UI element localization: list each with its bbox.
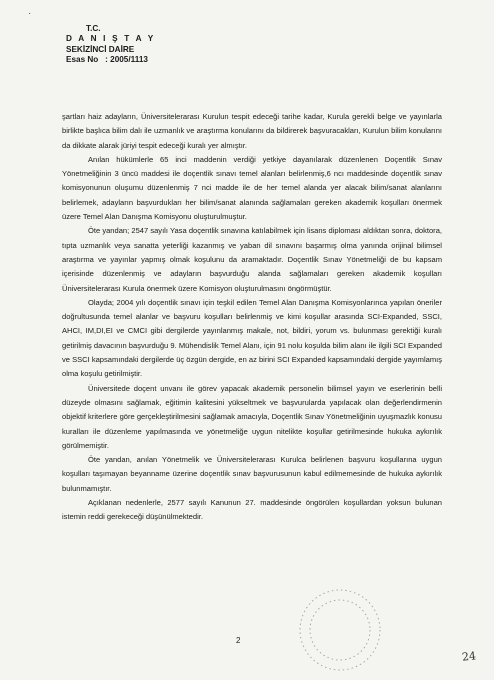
header-tc: T.C.: [86, 24, 101, 33]
header-department: SEKİZİNCİ DAİRE: [66, 44, 135, 54]
paragraph-6: Öte yandan, anılan Yönetmelik ve Üniversitelerarası Kurulca belirlenen başvuru koşullarına uygun koşulları taşımayan beyanname üzerine doçentlik sınav başvurusunun kabul edilmemesinde de hukuka aykırılık bulunmamıştır.: [62, 455, 442, 493]
header-institution: D A N I Ş T A Y: [66, 34, 156, 44]
corner-dot-mark: ·: [28, 8, 32, 19]
header-case-number: Esas No : 2005/1113: [66, 55, 148, 65]
paragraph-2: Anılan hükümlerle 65 inci maddenin verdiği yetkiye dayanılarak düzenlenen Doçentlik Sınav Yönetmeliğinin 3 üncü maddesi ile doçentlik sınavı temel alanları belirlenmiş,6 ncı maddesinde doçentlik sınav komisyonunun oluşumu düzenlenmiş 7 nci madde ile de her temel alanda yer alacak bilim/sanat alanlarını belirlemek, adayların başvurdukları her bilim/sanat alanında sağlamaları gereken akademik koşulları önermek üzere Temel Alan Danışma Komisyonu oluşturulmuştur.: [62, 154, 442, 222]
page-number: 2: [236, 636, 241, 645]
paragraph-3: Öte yandan; 2547 sayılı Yasa doçentlik sınavına katılabilmek için lisans diploması aldıktan sonra, doktora, tıpta uzmanlık veya sanatta yeterliği kazanmış ve yaban dil sınavını başarmış olma yanında orijinal bilimsel araştırma ve yayınlar yapmış olmak koşulunu da aramaktadır. Doçentlik Sınav Yönetmeliği de bu kapsam içerisinde düzenlenmiş ve adayların başvurduğu alanda sağlamaları gereken akademik koşulları Üniversitelerarası Kurula önermek üzere Komisyon oluşturulmasını öngörmüştür.: [62, 226, 442, 293]
paragraph-7: Açıklanan nedenlerle, 2577 sayılı Kanunun 27. maddesinde öngörülen koşullardan yoksun bulunan istemin reddi gerekeceği düşünülmektedir.: [62, 498, 442, 522]
paragraph-4: Olayda; 2004 yılı doçentlik sınavı için teşkil edilen Temel Alan Danışma Komisyonlarınca yapılan öneriler doğrultusunda temel alanlar ve başvuru koşulları belirlenmiş ve kimi koşullar arasında SCI-Expanded, SSCI, AHCI, IM,DI,EI ve CMCI gibi dergilerde yayınlanmış makale, not, bildiri, yorum vs. bulunması gerektiği kuralı getirilmiş davacının başvurduğu 9. Mühendislik Temel Alanı, için 91 nolu koşulda bilim alanı ile ilgili SCI Expanded ve SSCI kapsamındaki dergilerde üç özgün dergide, en az birini SCI Expanded kapsamındaki dergide yayımlamış olma koşulu getirilmiştir.: [62, 297, 442, 379]
paragraph-5: Üniversitede doçent unvanı ile görev yapacak akademik personelin bilimsel yayın ve eserlerinin belli düzeyde olmasını sağlamak, eğitimin kalitesini yükseltmek ve başvurularda yapılacak olan değerlendirmenin objektif kriterlere göre gerçekleştirilmesini sağlamak amacıyla, Doçentlik Sınav Yönetmeliğinin uyuşmazlık konusu kuralları ile düzenleme yapılmasında ve yönetmeliğe uygun nitelikte koşullar getirilmesinde hukuka aykırılık görülmemiştir.: [62, 383, 442, 450]
document-body: [62, 110, 442, 525]
handwritten-page-mark: 24: [461, 649, 477, 664]
document-header: [66, 24, 155, 66]
paragraph-1: şartları haiz adayların, Üniversitelerarası Kurulun tespit edeceği tarihe kadar, Kurula gerekli belge ve yayınlarla birlikte başlıca bilim dalı ile uzmanlık ve araştırma konularını da bildirerek başvuracakları, Kurulun bilim konularını da dikkate alarak jüriyi tespit edeceği kuralı yer almıştır.: [62, 112, 442, 150]
stamp-seal-icon: [292, 582, 388, 678]
